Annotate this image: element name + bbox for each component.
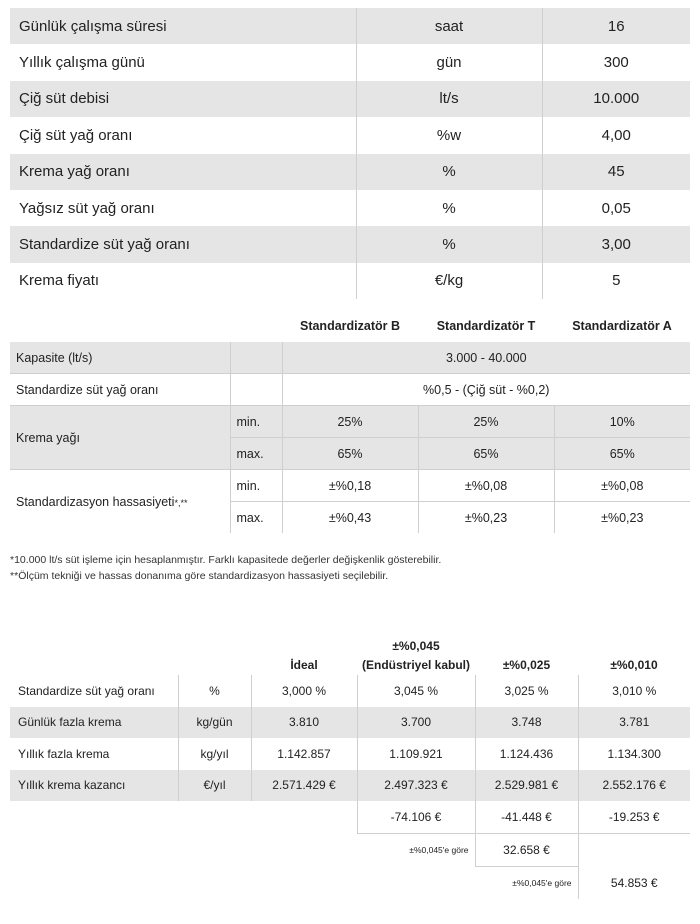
param-unit: lt/s <box>356 81 542 117</box>
column-header-industrial <box>357 622 475 675</box>
row-label: Yıllık fazla krema <box>10 738 178 770</box>
gain-row-0010 <box>10 867 690 900</box>
cream-fat-label: Krema yağı <box>10 406 230 470</box>
table-row <box>10 8 690 44</box>
cell-industrial: 1.109.921 <box>357 738 475 770</box>
gain-0010-label: ±%0,045'e göre <box>475 867 578 900</box>
column-header-ideal: İdeal <box>290 658 318 672</box>
cream-fat-max-t: 65% <box>418 438 554 470</box>
param-value: 3,00 <box>542 226 690 262</box>
precision-min-t: ±%0,08 <box>418 470 554 502</box>
diff-0025: -41.448 € <box>475 801 578 834</box>
footnote-2 <box>10 570 388 582</box>
std-fat-label: Standardize süt yağ oranı <box>10 374 230 406</box>
param-label: Krema yağ oranı <box>10 154 356 190</box>
footnote-2-text: Ölçüm tekniği ve hassas donanıma göre standardizasyon hassasiyeti seçilebilir. <box>18 570 389 582</box>
row-unit: kg/gün <box>178 707 251 739</box>
cell-ideal: 1.142.857 <box>251 738 357 770</box>
min-label: min. <box>230 470 282 502</box>
param-unit: % <box>356 226 542 262</box>
cell-0010: 1.134.300 <box>607 746 661 761</box>
param-label: Çiğ süt debisi <box>10 81 356 117</box>
table-row <box>10 342 690 374</box>
footnote-1 <box>10 554 441 566</box>
row-unit: kg/yıl <box>178 738 251 770</box>
table-header-row <box>10 309 690 342</box>
max-label: max. <box>230 502 282 534</box>
row-label: Standardize süt yağ oranı <box>10 675 178 707</box>
cell-0025: 2.529.981 € <box>475 770 578 802</box>
column-header-standardizer-a: Standardizatör A <box>572 318 672 333</box>
precision-gain-table <box>10 622 690 899</box>
operating-parameters-table <box>10 8 690 299</box>
param-value: 16 <box>542 8 690 44</box>
cell-ideal: 3.810 <box>251 707 357 739</box>
precision-max-t: ±%0,23 <box>418 502 554 534</box>
cell-ideal: 3,000 % <box>251 675 357 707</box>
cream-fat-max-b: 65% <box>282 438 418 470</box>
table-row <box>10 406 690 438</box>
table-row <box>10 226 690 262</box>
param-unit: %w <box>356 117 542 153</box>
std-fat-value: %0,5 - (Çiğ süt - %0,2) <box>282 374 690 406</box>
table-row <box>10 44 690 80</box>
precision-min-a: ±%0,08 <box>554 470 690 502</box>
max-label: max. <box>230 438 282 470</box>
standardizer-comparison-table <box>10 309 690 533</box>
cell-0010: 2.552.176 € <box>578 770 690 802</box>
column-header-industrial-line1: ±%0,045 <box>392 639 440 653</box>
param-value: 4,00 <box>601 126 631 144</box>
table-row <box>10 738 690 770</box>
cell-0025: 1.124.436 <box>475 738 578 770</box>
row-label: Yıllık krema kazancı <box>10 770 178 802</box>
diff-industrial: -74.106 € <box>357 801 475 834</box>
row-label: Günlük fazla krema <box>10 707 178 739</box>
param-label: Günlük çalışma süresi <box>10 8 356 44</box>
table-row <box>10 770 690 802</box>
table-row <box>10 707 690 739</box>
param-unit: gün <box>356 44 542 80</box>
param-unit: % <box>356 154 542 190</box>
row-unit: €/yıl <box>178 770 251 802</box>
cell-0025: 3.748 <box>475 707 578 739</box>
column-header-industrial-line2: (Endüstriyel kabul) <box>361 658 471 672</box>
table-row <box>10 117 690 153</box>
cell-0010: 3.781 <box>578 707 690 739</box>
gain-0025-label: ±%0,045'e göre <box>357 834 475 867</box>
cream-fat-min-b: 25% <box>282 406 418 438</box>
table-header-row <box>10 622 690 675</box>
table-row <box>10 190 690 226</box>
precision-label <box>10 470 230 534</box>
param-label: Yağsız süt yağ oranı <box>10 190 356 226</box>
table-row <box>10 470 690 502</box>
table-row <box>10 374 690 406</box>
cell-industrial: 2.497.323 € <box>357 770 475 802</box>
table-row <box>10 675 690 707</box>
param-unit: % <box>356 190 542 226</box>
param-label: Çiğ süt yağ oranı <box>10 117 356 153</box>
cell-industrial: 3.700 <box>357 707 475 739</box>
param-label: Krema fiyatı <box>10 263 356 299</box>
param-value: 5 <box>612 272 621 290</box>
precision-footnote-mark: *,** <box>174 497 188 508</box>
capacity-label: Kapasite (lt/s) <box>10 342 230 374</box>
precision-max-b: ±%0,43 <box>282 502 418 534</box>
param-label: Yıllık çalışma günü <box>10 44 356 80</box>
capacity-value: 3.000 - 40.000 <box>282 342 690 374</box>
footnote-1-mark: * <box>10 554 15 566</box>
table-row <box>10 154 690 190</box>
param-unit: €/kg <box>356 263 542 299</box>
precision-label-text: Standardizasyon hassasiyeti <box>16 494 175 509</box>
param-label: Standardize süt yağ oranı <box>10 226 356 262</box>
table-row <box>10 81 690 117</box>
footnote-2-mark: ** <box>10 570 19 582</box>
param-value: 10.000 <box>542 81 690 117</box>
row-unit: % <box>178 675 251 707</box>
difference-row <box>10 801 690 834</box>
column-header-0010: ±%0,010 <box>610 658 658 672</box>
gain-row-0025 <box>10 834 690 867</box>
table-row <box>10 263 690 299</box>
column-header-standardizer-t: Standardizatör T <box>436 318 536 333</box>
min-label: min. <box>230 406 282 438</box>
column-header-standardizer-b: Standardizatör B <box>299 318 400 333</box>
cell-ideal: 2.571.429 € <box>251 770 357 802</box>
cell-0010: 3,010 % <box>612 683 657 698</box>
gain-0025-value: 32.658 € <box>475 834 578 867</box>
cell-0025: 3,025 % <box>475 675 578 707</box>
gain-0010-value: 54.853 € <box>610 875 658 890</box>
cream-fat-min-a: 10% <box>554 406 690 438</box>
diff-0010: -19.253 € <box>578 801 690 834</box>
param-value: 45 <box>542 154 690 190</box>
footnote-1-text: 10.000 lt/s süt işleme için hesaplanmıştır. Farklı kapasitede değerler değişkenlik gösterebilir. <box>14 554 442 566</box>
column-header-0025: ±%0,025 <box>502 658 551 672</box>
cream-fat-min-t: 25% <box>418 406 554 438</box>
cream-fat-max-a: 65% <box>554 438 690 470</box>
cell-industrial: 3,045 % <box>357 675 475 707</box>
param-unit: saat <box>356 8 542 44</box>
param-value: 300 <box>603 54 629 72</box>
precision-max-a: ±%0,23 <box>601 510 644 525</box>
param-value: 0,05 <box>601 199 631 217</box>
precision-min-b: ±%0,18 <box>282 470 418 502</box>
